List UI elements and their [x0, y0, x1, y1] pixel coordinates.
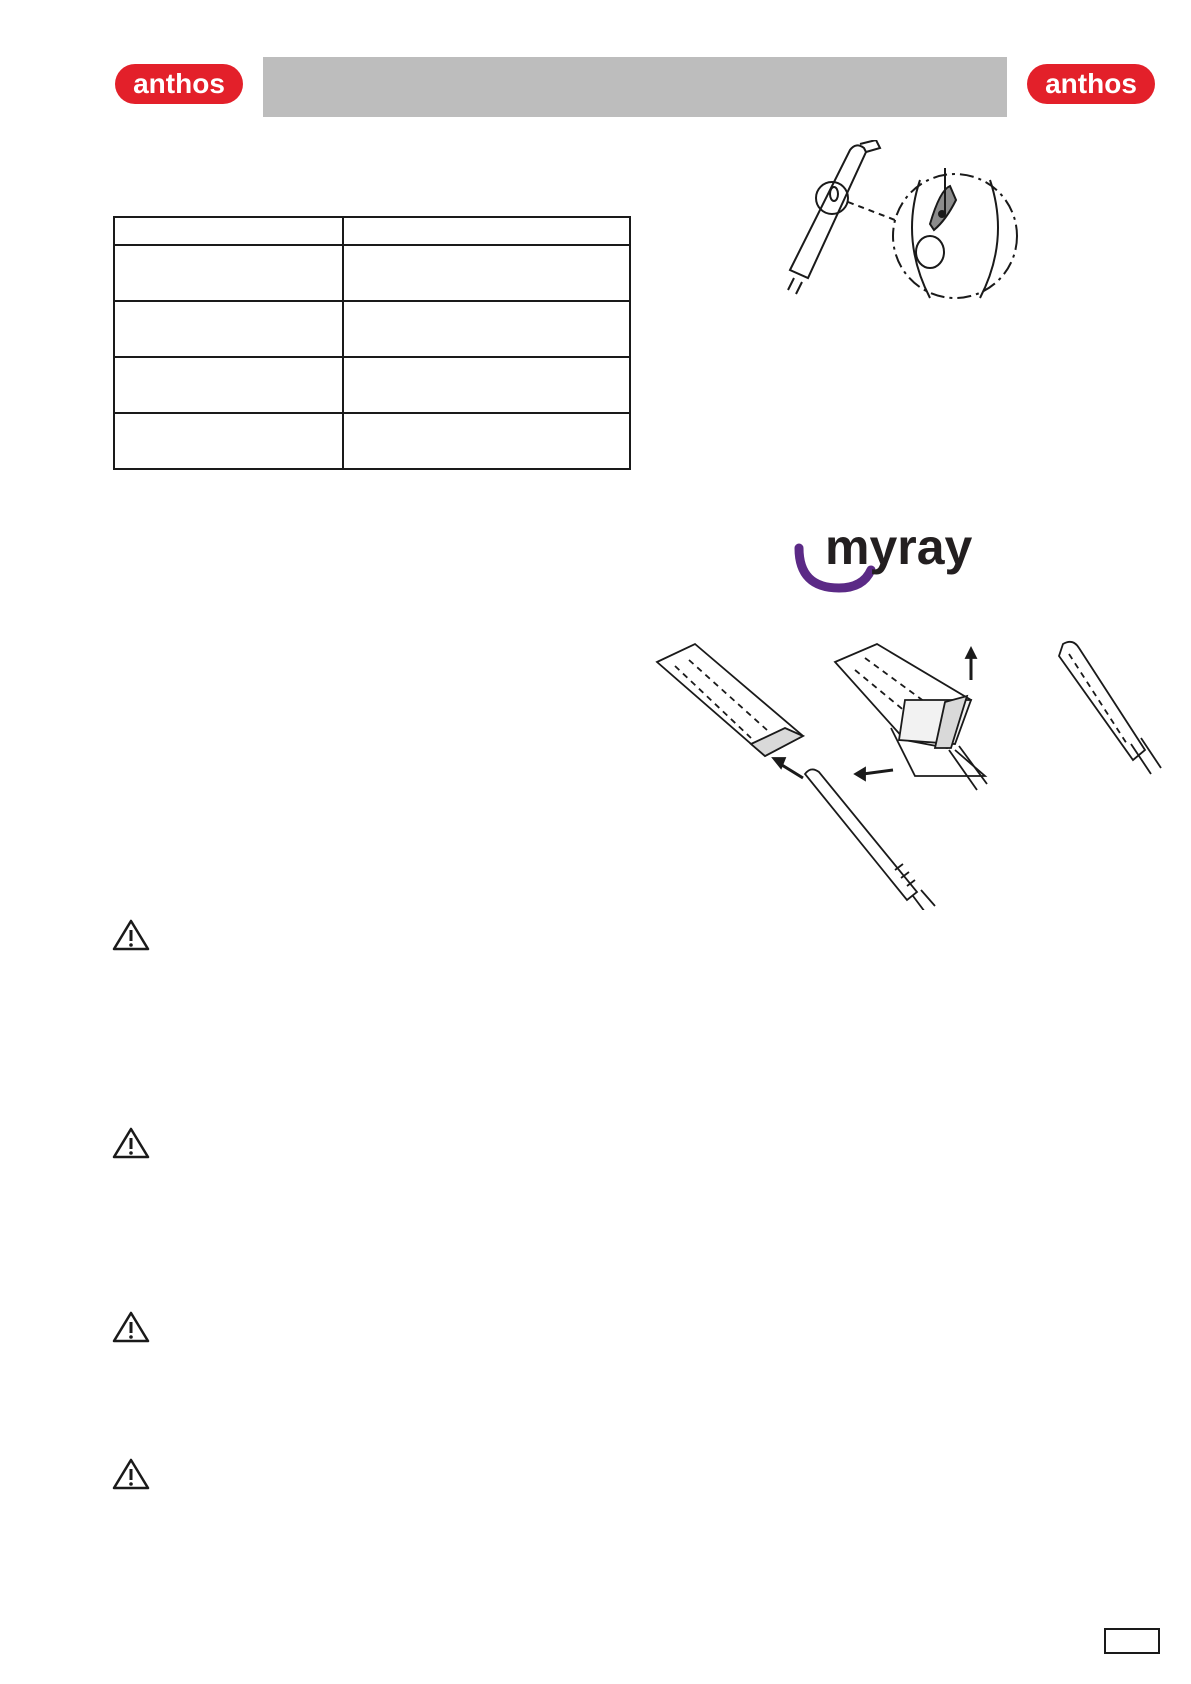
table-header-row	[114, 217, 630, 245]
warning-triangle-icon	[112, 1126, 150, 1160]
sleeve-application-illustration	[655, 640, 1170, 910]
table-cell	[343, 245, 630, 301]
svg-text:anthos: anthos	[1045, 68, 1137, 99]
spec-table	[113, 216, 631, 470]
warning-triangle-icon	[112, 1457, 150, 1491]
table-cell	[343, 301, 630, 357]
svg-text:myray: myray	[825, 519, 973, 575]
header-title-bar	[263, 57, 1007, 117]
svg-text:anthos: anthos	[133, 68, 225, 99]
table-row	[114, 357, 630, 413]
table-cell	[114, 413, 343, 469]
warning-triangle-icon	[112, 918, 150, 952]
table-row	[114, 245, 630, 301]
table-row	[114, 413, 630, 469]
table-cell	[114, 217, 343, 245]
table-cell	[114, 301, 343, 357]
anthos-logo-right	[1025, 62, 1157, 106]
table-cell	[114, 357, 343, 413]
anthos-logo-left	[113, 62, 245, 106]
table-cell	[343, 357, 630, 413]
myray-logo	[793, 518, 997, 594]
handpiece-detail-illustration	[780, 140, 1040, 315]
warning-triangle-icon	[112, 1310, 150, 1344]
table-row	[114, 301, 630, 357]
table-cell	[343, 413, 630, 469]
page-number-box	[1104, 1628, 1160, 1654]
table-cell	[114, 245, 343, 301]
table-cell	[343, 217, 630, 245]
